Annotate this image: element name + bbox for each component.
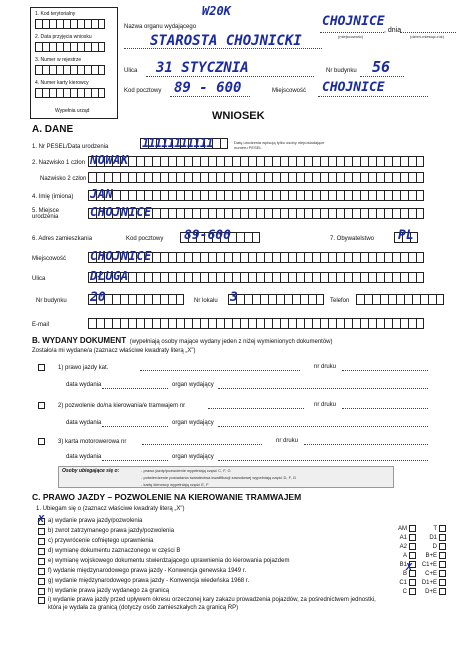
category-checkbox[interactable] [409, 534, 416, 541]
header-nrbud-value: 56 [372, 58, 391, 76]
place-value: CHOJNICE [322, 14, 385, 29]
form-title: WNIOSEK [212, 110, 265, 122]
c-item-d-label: d) wymianę dokumentu zaznaczonego w części B [48, 548, 181, 554]
nazwisko2-cells[interactable] [88, 172, 424, 183]
c-item-e-checkbox[interactable] [38, 558, 45, 565]
category-checkbox[interactable] [409, 579, 416, 586]
category-label: D1 [429, 534, 437, 541]
office-box [30, 7, 118, 119]
b-item2-organ: organ wydający [172, 420, 214, 426]
category-row [394, 524, 450, 533]
imie-cells[interactable] [88, 190, 424, 201]
nazwisko2-label: Nazwisko 2 człon [40, 176, 87, 182]
c-item-e[interactable] [38, 556, 390, 566]
category-row [394, 569, 450, 578]
c-item-a-mark: X [38, 513, 45, 525]
category-label: AM [398, 525, 407, 532]
date-sub: (dzień-miesiąc-rok) [410, 34, 445, 39]
adres-ulica-cells[interactable] [88, 272, 424, 283]
office-field3-label: 3. Numer w rejestrze [35, 57, 82, 63]
c-item-g[interactable] [38, 576, 390, 586]
b-item3-checkbox[interactable] [38, 438, 45, 445]
category-label: B1 [399, 561, 407, 568]
b-item2-data: data wydania [66, 420, 102, 426]
header-miejsc-value: CHOJNICE [322, 80, 385, 95]
nrbud-label: Nr budynku [36, 298, 67, 304]
category-label: C [402, 588, 407, 595]
telefon-cells[interactable] [356, 294, 444, 305]
adres-ulica-value: DŁUGA [90, 269, 129, 283]
section-b-heading: B. WYDANY DOKUMENT [32, 336, 127, 345]
category-checkbox[interactable] [409, 552, 416, 559]
c-item-f-checkbox[interactable] [38, 568, 45, 575]
category-checkbox[interactable] [439, 534, 446, 541]
header-kod-value: 89 - 600 [174, 80, 242, 96]
nrlok-cells[interactable] [228, 294, 324, 305]
nazwisko1-cells[interactable] [88, 156, 424, 167]
category-label: B [402, 570, 407, 577]
imie-value: JAN [90, 187, 114, 201]
stamp-text: W20K [202, 4, 231, 18]
category-label: D+E [425, 588, 437, 595]
b-item1[interactable] [38, 364, 108, 371]
c-item-a[interactable] [38, 513, 390, 526]
b-item3[interactable] [38, 438, 126, 445]
ubieg-line2: - potwierdzenie posiadania świadectwa kwalifikacji zawodowej wypełniają część D, F, G [141, 475, 296, 480]
email-label: E-mail [32, 322, 50, 328]
nazwisko1-label: 2. Nazwisko 1 człon [32, 160, 86, 166]
category-row [394, 551, 450, 560]
nrlok-value: 3 [230, 290, 238, 305]
pesel-value: 11111111111 [142, 136, 213, 150]
obywatelstwo-value: PL [398, 228, 414, 243]
c-item-f-label: f) wydanie międzynarodowego prawa jazdy - Konwencja genewska 1949 r. [48, 568, 247, 574]
header-miejsc-label: Miejscowość [272, 88, 307, 94]
c-item-d[interactable] [38, 546, 390, 556]
category-checkbox[interactable] [439, 579, 446, 586]
b-item3-data: data wydania [66, 454, 102, 460]
category-label: A [402, 552, 407, 559]
office-field2-label: 2. Data przyjęcia wniosku [35, 34, 92, 40]
c-item-i-checkbox[interactable] [38, 597, 45, 604]
c-item-i[interactable] [38, 596, 390, 612]
c-item-h[interactable] [38, 586, 390, 596]
c-item-b[interactable] [38, 526, 390, 536]
section-a-heading: A. DANE [32, 124, 74, 135]
section-c-sub: 1. Ubiegam się o (zaznacz właściwe kwadraty literą „X") [36, 506, 185, 512]
office-footer: Wypełnia urząd [55, 108, 90, 114]
organ-value: STAROSTA CHOJNICKI [150, 33, 302, 49]
place-sub: (miejscowość) [338, 34, 364, 39]
ubieg-line3: - kartę kierowcy wypełniają część E, F [141, 482, 209, 487]
b-item2-checkbox[interactable] [38, 402, 45, 409]
category-label: T [433, 525, 437, 532]
category-checkbox[interactable] [409, 543, 416, 550]
b-item1-checkbox[interactable] [38, 364, 45, 371]
adres-label: 6. Adres zamieszkania [32, 236, 93, 242]
office-field1-label: 1. Kod terytorialny [35, 11, 76, 17]
office-field4-label: 4. Numer karty kierowcy [35, 80, 89, 86]
category-row [394, 533, 450, 542]
category-checkbox[interactable] [439, 543, 446, 550]
c-items-list [38, 513, 390, 612]
c-item-a-checkbox[interactable] [38, 513, 45, 525]
category-row [394, 542, 450, 551]
ubieg-label: Osoby ubiegające się o: [62, 468, 120, 474]
category-label: C+E [425, 570, 437, 577]
pesel-label: 1. Nr PESEL/Data urodzenia [32, 144, 109, 150]
adres-kod-label: Kod pocztowy [126, 236, 164, 242]
adres-miejsc-value: CHOJNICE [90, 249, 152, 263]
c-item-h-checkbox[interactable] [38, 588, 45, 595]
c-item-h-label: h) wydanie prawa jazdy wydanego za granicą [48, 588, 170, 594]
imie-label: 4. Imię (imiona) [32, 194, 74, 200]
office-field1-cells [35, 19, 105, 29]
category-row [394, 560, 450, 569]
category-label: A2 [399, 543, 407, 550]
b-item1-organ: organ wydający [172, 382, 214, 388]
category-checkbox[interactable] [409, 588, 416, 595]
b-item1-label: 1) prawo jazdy kat. [58, 364, 109, 371]
header-ulica-value: 31 STYCZNIA [156, 60, 249, 76]
c-item-g-checkbox[interactable] [38, 578, 45, 585]
category-row [394, 578, 450, 587]
obywatelstwo-label: 7. Obywatelstwo [330, 236, 375, 242]
nazwisko1-value: NOWAK [90, 153, 129, 167]
section-b-sub: Zostało/a mi wydane/a (zaznacz właściwe kwadraty literą „X") [32, 348, 196, 354]
b-item2-label: 2) pozwolenie do/na kierowania/e tramwajem nr [58, 402, 186, 409]
category-label: D [432, 543, 437, 550]
miejsce-urodzenia-label: 5. Miejsce urodzenia [32, 208, 60, 220]
adres-kod-value: 89-600 [184, 228, 231, 243]
nrlok-label: Nr lokalu [194, 298, 218, 304]
header-kod-label: Kod pocztowy [124, 88, 162, 94]
category-row [394, 587, 450, 596]
b-item2[interactable] [38, 402, 185, 409]
c-item-d-checkbox[interactable] [38, 548, 45, 555]
section-b-note: (wypełniają osoby mające wydany jeden z niżej wymienionych dokumentów) [129, 339, 333, 345]
ubieg-box [58, 466, 394, 488]
category-label: B+E [425, 552, 437, 559]
c-item-a-label: a) wydanie prawa jazdy/pozwolenia [48, 518, 143, 524]
c-item-c[interactable] [38, 536, 390, 546]
c-item-e-label: e) wymianę wojskowego dokumentu stwierdzającego uprawnienia do kierowania pojazdem [48, 558, 290, 564]
b-item3-organ: organ wydający [172, 454, 214, 460]
category-checkbox[interactable] [439, 588, 446, 595]
category-label: D1+E [421, 579, 437, 586]
section-b-heading-row [32, 336, 333, 345]
category-checkbox[interactable] [439, 570, 446, 577]
organ-label: Nazwa organu wydającego [124, 24, 197, 30]
category-label: A1 [399, 534, 407, 541]
b-item1-nrdruku: nr druku [314, 364, 337, 370]
c-item-i-label: i) wydanie prawa jazdy przed upływem okresu orzeczonej kary zakazu prowadzenia pojazdów, za pośrednictwem jednostki, która je wydała za granicą (dotyczy osób zamieszkałych za granicą RP) [48, 597, 376, 611]
office-field2-cells [35, 42, 105, 52]
c-item-b-label: b) zwrot zatrzymanego prawa jazdy/pozwolenia [48, 528, 175, 534]
office-field3-cells [35, 65, 105, 75]
c-item-c-checkbox[interactable] [38, 538, 45, 545]
nrbud-value: 20 [90, 290, 106, 305]
miejsce-urodzenia-value: CHOJNICE [90, 205, 152, 219]
adres-ulica-label: Ulica [32, 276, 46, 282]
category-checkbox[interactable] [439, 552, 446, 559]
ubieg-line1: - prawo jazdy/pozwolenie wypełniają część C, F, G [141, 468, 231, 473]
b-item2-nrdruku: nr druku [314, 402, 337, 408]
category-checkbox[interactable] [439, 525, 446, 532]
header-ulica-label: Ulica [124, 68, 138, 74]
pesel-note: Datę urodzenia wpisują tylko osoby nieposiadające numeru PESEL [234, 140, 325, 150]
header-nrbud-label: Nr budynku [326, 68, 357, 74]
section-c-heading: C. PRAWO JAZDY – POZWOLENIE NA KIEROWANIE TRAMWAJEM [32, 492, 302, 502]
c-item-b-checkbox[interactable] [38, 528, 45, 535]
dnia-label: , dnia [384, 27, 402, 34]
category-label: C1+E [421, 561, 437, 568]
category-b-mark: X [406, 562, 413, 573]
category-checkbox[interactable] [409, 525, 416, 532]
category-label: C1 [399, 579, 407, 586]
b-item3-nrdruku: nr druku [276, 438, 299, 444]
c-item-c-label: c) przywrócenie cofniętego uprawnienia [48, 538, 154, 544]
b-item1-data: data wydania [66, 382, 102, 388]
telefon-label: Telefon [330, 298, 350, 304]
category-checkbox[interactable] [439, 561, 446, 568]
c-item-g-label: g) wydanie międzynarodowego prawa jazdy - Konwencja wiedeńska 1968 r. [48, 578, 250, 584]
category-grid [394, 524, 450, 596]
adres-miejsc-label: Miejscowość [32, 256, 67, 262]
c-item-f[interactable] [38, 566, 390, 576]
email-cells[interactable] [88, 318, 424, 329]
b-item3-label: 3) karta motorowerowa nr [58, 438, 127, 445]
office-field4-cells [35, 88, 105, 98]
